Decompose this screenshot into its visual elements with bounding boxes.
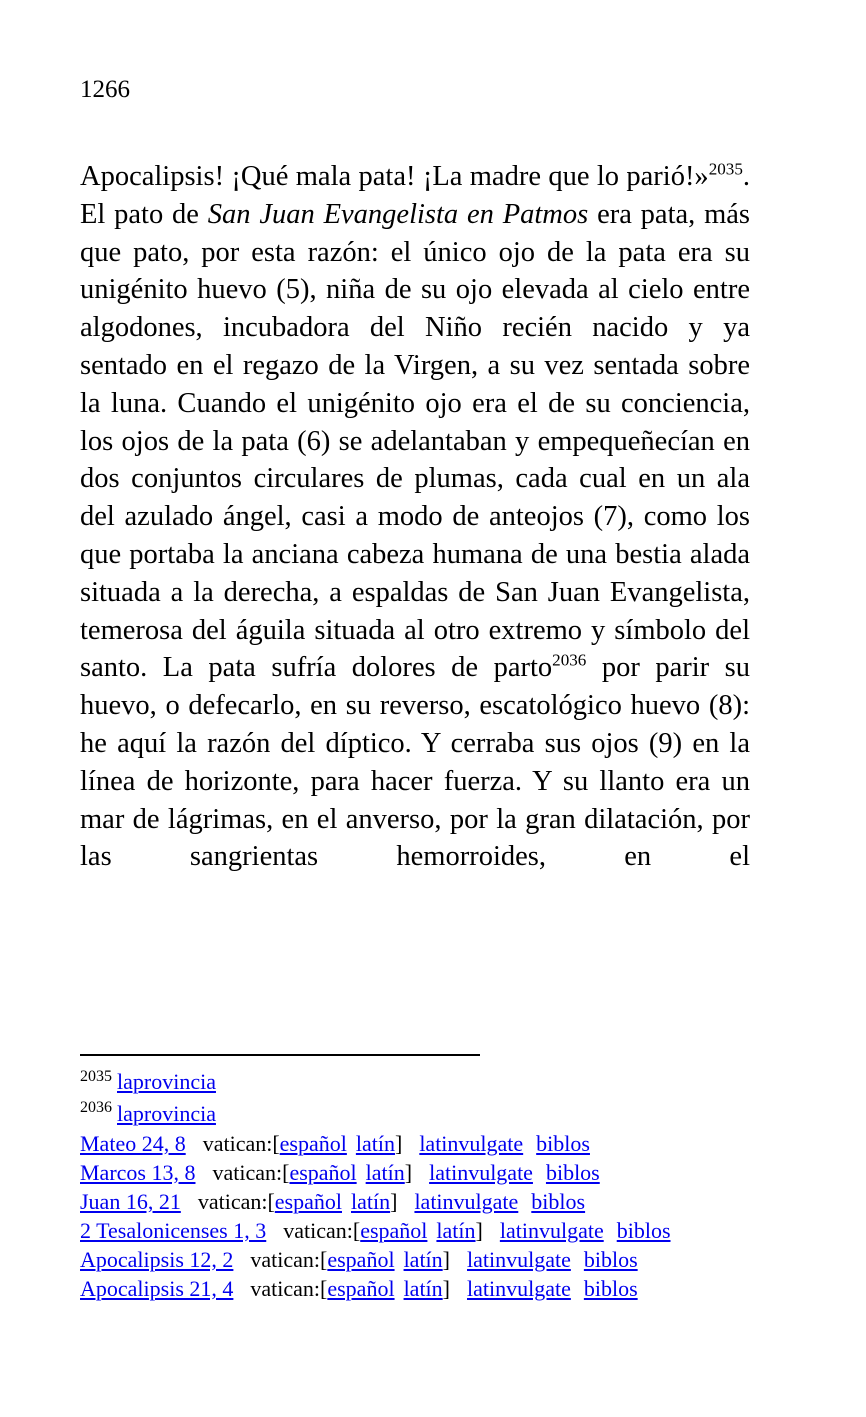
espanol-link[interactable]: español [289,1160,357,1185]
latin-link[interactable]: latín [436,1218,476,1243]
latin-link[interactable]: latín [351,1189,391,1214]
bracket-close: ] [394,1131,403,1156]
latin-link[interactable]: latín [403,1247,443,1272]
biblos-link[interactable]: biblos [536,1131,590,1156]
bible-reference-link[interactable]: Marcos 13, 8 [80,1160,196,1185]
bible-reference-row [80,1187,790,1216]
bible-reference-link[interactable]: Juan 16, 21 [80,1189,181,1214]
footnote-2036 [80,1098,790,1130]
vatican-prefix: vatican:[ [283,1218,361,1243]
espanol-link[interactable]: español [327,1276,395,1301]
latinvulgate-link[interactable]: latinvulgate [467,1247,571,1272]
bible-reference-row [80,1216,790,1245]
espanol-link[interactable]: español [327,1247,395,1272]
footnote-2035 [80,1066,790,1098]
latinvulgate-link[interactable]: latinvulgate [499,1218,604,1243]
footnote-number: 2035 [80,1067,112,1085]
text-segment-italic: San Juan Evangelista en Patmos [207,198,589,230]
latin-link[interactable]: latín [355,1131,395,1156]
bible-reference-row [80,1245,790,1274]
text-segment: . El pato de [80,161,750,230]
footnote-marker-2035[interactable]: 2035 [708,159,743,179]
latinvulgate-link[interactable]: latinvulgate [414,1189,519,1214]
bible-reference-row [80,1129,790,1158]
latinvulgate-link[interactable]: latinvulgate [429,1160,533,1185]
biblos-link[interactable]: biblos [583,1276,638,1301]
vatican-prefix: vatican:[ [250,1276,328,1301]
bible-reference-row [80,1274,790,1303]
text-segment: era pata, más que pato, por esta razón: el único ojo de la pata era su unigénito huevo (5), niña de su ojo elevada al cielo entre algodones, incubadora del Niño recién nacido y ya sentado en el regazo de la Virgen, a su vez sentada sobre la luna. Cuando el unigénito ojo era el de su conciencia, los ojos de la pata (6) se adelantaban y empequeñecían en dos conjuntos circulares de plumas, cada cual en un ala del azulado ángel, casi a modo de anteojos (7), como los que portaba la anciana cabeza humana de una bestia alada situada a la derecha, a espaldas de San Juan Evangelista, temerosa del águila situada al otro extremo y símbolo del santo. La pata sufría dolores de parto [80,198,751,684]
laprovincia-link[interactable]: laprovincia [117,1100,216,1126]
bracket-close: ] [475,1218,483,1243]
latin-link[interactable]: latín [403,1276,443,1301]
biblos-link[interactable]: biblos [531,1189,586,1214]
bible-reference-row [80,1158,790,1187]
bible-reference-link[interactable]: Mateo 24, 8 [80,1131,186,1156]
latinvulgate-link[interactable]: latinvulgate [467,1276,571,1301]
latinvulgate-link[interactable]: latinvulgate [419,1131,524,1156]
espanol-link[interactable]: español [279,1131,347,1156]
bible-reference-link[interactable]: Apocalipsis 12, 2 [80,1247,234,1272]
text-segment: por parir su huevo, o defecarlo, en su reverso, escatológico huevo (8): he aquí la razón del díptico. Y cerraba sus ojos (9) en la línea de horizonte, para hacer fuerza. Y su llanto era un mar de lágrimas, en el anverso, por la gran dilatación, por las sangrientas hemorroides, en el [80,652,750,873]
body-paragraph [80,158,750,876]
bible-reference-link[interactable]: 2 Tesalonicenses 1, 3 [80,1218,267,1243]
biblos-link[interactable]: biblos [545,1160,600,1185]
bracket-close: ] [390,1189,398,1214]
espanol-link[interactable]: español [274,1189,342,1214]
vatican-prefix: vatican:[ [197,1189,275,1214]
page-number: 1266 [80,76,130,103]
vatican-prefix: vatican:[ [250,1247,328,1272]
vatican-prefix: vatican:[ [212,1160,290,1185]
footnotes-section [80,1054,790,1303]
laprovincia-link[interactable]: laprovincia [117,1069,216,1094]
espanol-link[interactable]: español [360,1218,428,1243]
text-segment: Apocalipsis! ¡Qué mala pata! ¡La madre que lo parió!» [80,161,709,192]
biblos-link[interactable]: biblos [616,1218,671,1243]
footnote-marker-2036[interactable]: 2036 [552,650,587,670]
footnote-separator [80,1054,480,1056]
bracket-close: ] [442,1276,450,1301]
footnote-number: 2036 [80,1099,112,1117]
vatican-prefix: vatican:[ [202,1131,280,1156]
latin-link[interactable]: latín [365,1160,405,1185]
bible-reference-link[interactable]: Apocalipsis 21, 4 [80,1276,234,1301]
bracket-close: ] [442,1247,450,1272]
biblos-link[interactable]: biblos [583,1247,638,1272]
bracket-close: ] [404,1160,413,1185]
